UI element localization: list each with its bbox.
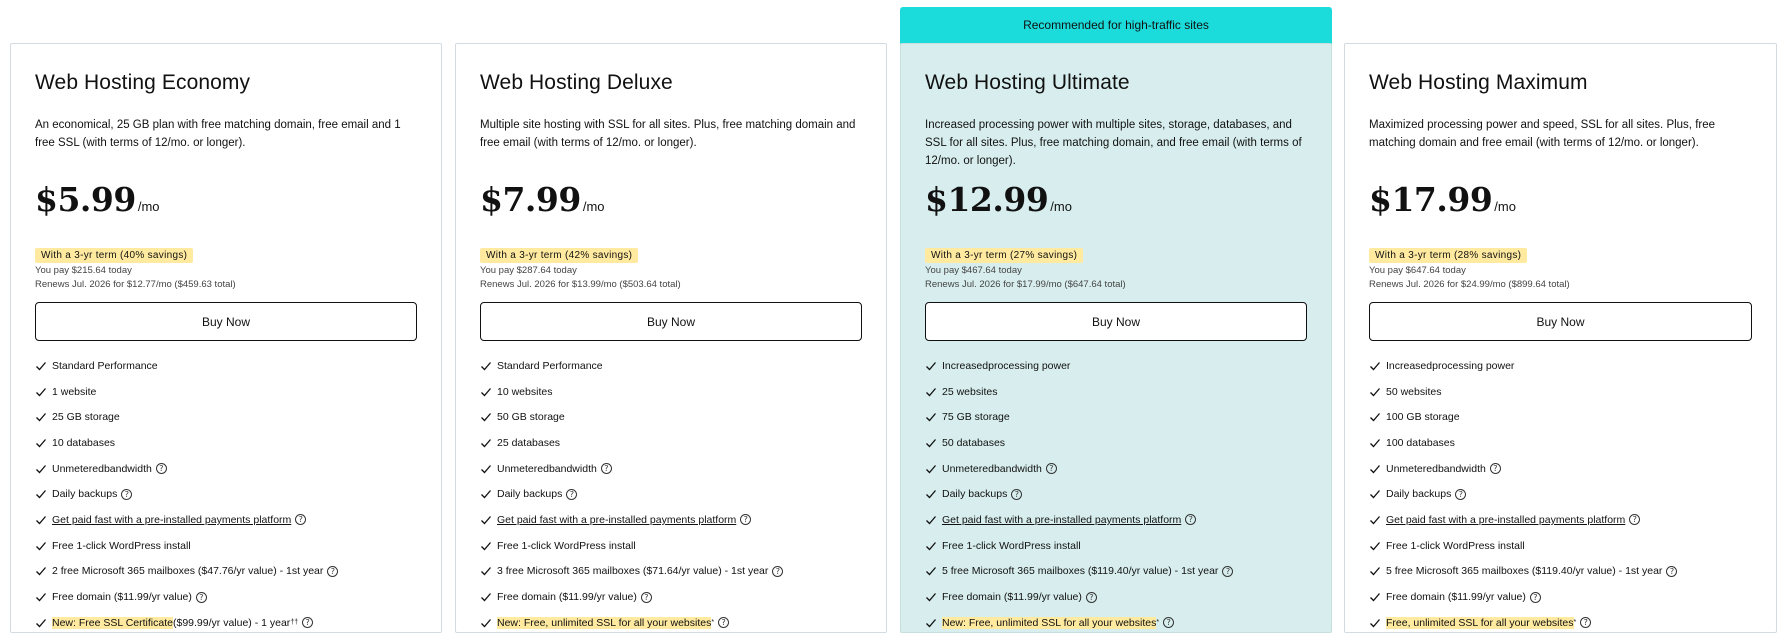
info-icon[interactable]: ?: [1185, 514, 1196, 525]
check-icon: [1369, 514, 1381, 526]
feature-mailboxes: [1369, 559, 1752, 585]
plan-description: Maximized processing power and speed, SSL for all sites. Plus, free matching domain and free email (with terms of 12/mo. or longer).: [1369, 119, 1716, 149]
feature-text: Free 1-click WordPress install: [497, 539, 636, 552]
check-icon: [1369, 437, 1381, 449]
feature-text: Free domain ($11.99/yr value): [497, 591, 637, 604]
pay-today-text: You pay $287.64 today: [480, 265, 577, 276]
info-icon[interactable]: ?: [772, 566, 783, 577]
check-icon: [35, 617, 47, 629]
renewal-text: Renews Jul. 2026 for $17.99/mo ($647.64 total): [925, 279, 1126, 290]
check-icon: [480, 360, 492, 372]
feature-bandwidth: [925, 456, 1307, 482]
check-icon: [925, 565, 937, 577]
feature-websites: [480, 379, 862, 405]
info-icon[interactable]: ?: [1490, 463, 1501, 474]
price: $5.99: [35, 180, 136, 219]
plan-description: Increased processing power with multiple sites, storage, databases, and SSL for all sites. Plus, free matching domain, and free email (with terms of 12/mo. or longer).: [925, 119, 1302, 167]
check-icon: [480, 488, 492, 500]
renewal-text: Renews Jul. 2026 for $13.99/mo ($503.64 total): [480, 279, 681, 290]
check-icon: [35, 411, 47, 423]
info-icon[interactable]: ?: [740, 514, 751, 525]
feature-text: Daily backups: [52, 488, 118, 501]
price-period: /mo: [1050, 199, 1072, 214]
feature-text: 25 GB storage: [52, 411, 120, 424]
feature-text: 50 databases: [942, 436, 1006, 449]
check-icon: [35, 386, 47, 398]
feature-text-bold: Increased: [942, 359, 989, 372]
check-icon: [925, 514, 937, 526]
price-row: [1369, 180, 1752, 232]
check-icon: [1369, 386, 1381, 398]
feature-payments: [35, 507, 417, 533]
check-icon: [480, 565, 492, 577]
feature-databases: [480, 430, 862, 456]
price-row: [35, 180, 417, 232]
feature-text: bandwidth: [103, 462, 152, 475]
feature-databases: [925, 430, 1307, 456]
feature-domain: [480, 584, 862, 610]
savings-badge: With a 3-yr term (40% savings): [35, 248, 193, 263]
check-icon: [925, 488, 937, 500]
feature-ssl: [1369, 610, 1752, 636]
check-icon: [480, 463, 492, 475]
feature-list: [925, 353, 1307, 636]
pay-today-text: You pay $467.64 today: [925, 265, 1022, 276]
info-icon[interactable]: ?: [1163, 617, 1174, 628]
price: $7.99: [480, 180, 581, 219]
feature-list: [35, 353, 417, 636]
payments-link[interactable]: Get paid fast with a pre-installed payments platform: [942, 513, 1182, 526]
feature-text-bold: Increased: [1386, 359, 1433, 372]
check-icon: [35, 514, 47, 526]
check-icon: [1369, 617, 1381, 629]
check-icon: [480, 386, 492, 398]
plan-title: Web Hosting Maximum: [1369, 71, 1588, 94]
feature-text: 10 websites: [497, 385, 553, 398]
feature-ssl: [925, 610, 1307, 636]
feature-text: Free domain ($11.99/yr value): [942, 591, 1082, 604]
feature-text: 100 GB storage: [1386, 411, 1460, 424]
feature-backups: [35, 481, 417, 507]
feature-storage: [925, 404, 1307, 430]
feature-storage: [480, 404, 862, 430]
plan-title: Web Hosting Deluxe: [480, 71, 673, 94]
feature-text: ($99.99/yr value) - 1 year: [173, 616, 291, 629]
feature-ssl: [480, 610, 862, 636]
info-icon[interactable]: ?: [566, 489, 577, 500]
plan-card-web-hosting-maximum: [1344, 43, 1777, 633]
feature-websites: [925, 379, 1307, 405]
feature-bandwidth: [1369, 456, 1752, 482]
info-icon[interactable]: ?: [1222, 566, 1233, 577]
plan-card-web-hosting-deluxe: [455, 43, 887, 633]
payments-link[interactable]: Get paid fast with a pre-installed payments platform: [497, 513, 737, 526]
feature-ssl: [35, 610, 417, 636]
feature-bandwidth: [480, 456, 862, 482]
ssl-highlight: New: Free, unlimited SSL for all your websites: [942, 616, 1157, 629]
check-icon: [480, 411, 492, 423]
check-icon: [925, 617, 937, 629]
feature-text: Free 1-click WordPress install: [1386, 539, 1525, 552]
buy-now-button[interactable]: Buy Now: [925, 302, 1307, 341]
pay-today-text: You pay $647.64 today: [1369, 265, 1466, 276]
buy-now-button[interactable]: Buy Now: [35, 302, 417, 341]
feature-text: processing power: [1432, 359, 1515, 372]
feature-text: Free domain ($11.99/yr value): [52, 591, 192, 604]
price-period: /mo: [137, 199, 160, 214]
info-icon[interactable]: ?: [1011, 489, 1022, 500]
price-period: /mo: [1494, 199, 1516, 214]
feature-text: 5 free Microsoft 365 mailboxes ($119.40/yr value) - 1st year: [1386, 565, 1663, 578]
feature-text-bold: Unmetered: [497, 462, 549, 475]
check-icon: [480, 617, 492, 629]
feature-performance: [1369, 353, 1752, 379]
info-icon[interactable]: ?: [1455, 489, 1466, 500]
plan-title: Web Hosting Ultimate: [925, 71, 1130, 94]
footnote-mark: *: [711, 619, 715, 627]
feature-websites: [35, 379, 417, 405]
feature-storage: [1369, 404, 1752, 430]
info-icon[interactable]: ?: [1629, 514, 1640, 525]
feature-text: processing power: [988, 359, 1071, 372]
feature-wordpress: [925, 533, 1307, 559]
footnote-mark: *: [1156, 619, 1160, 627]
info-icon[interactable]: ?: [1580, 617, 1591, 628]
feature-backups: [1369, 481, 1752, 507]
info-icon[interactable]: ?: [1530, 592, 1541, 603]
payments-link[interactable]: Get paid fast with a pre-installed payments platform: [1386, 513, 1626, 526]
feature-text: Free domain ($11.99/yr value): [1386, 591, 1526, 604]
feature-text: Standard Performance: [497, 359, 603, 372]
info-icon[interactable]: ?: [1046, 463, 1057, 474]
feature-storage: [35, 404, 417, 430]
info-icon[interactable]: ?: [196, 592, 207, 603]
check-icon: [1369, 488, 1381, 500]
feature-wordpress: [1369, 533, 1752, 559]
feature-text: Free 1-click WordPress install: [52, 539, 191, 552]
feature-payments: [925, 507, 1307, 533]
buy-now-button[interactable]: Buy Now: [480, 302, 862, 341]
price-period: /mo: [582, 199, 605, 214]
price: $12.99: [925, 180, 1049, 219]
check-icon: [35, 463, 47, 475]
check-icon: [925, 540, 937, 552]
feature-performance: [480, 353, 862, 379]
renewal-text: Renews Jul. 2026 for $24.99/mo ($899.64 total): [1369, 279, 1570, 290]
feature-text: bandwidth: [993, 462, 1042, 475]
feature-text: 10 databases: [52, 436, 116, 449]
feature-text: 25 databases: [497, 436, 561, 449]
feature-text: 5 free Microsoft 365 mailboxes ($119.40/yr value) - 1st year: [942, 565, 1219, 578]
info-icon[interactable]: ?: [641, 592, 652, 603]
check-icon: [1369, 591, 1381, 603]
price: $17.99: [1369, 180, 1493, 219]
check-icon: [35, 488, 47, 500]
feature-text: Standard Performance: [52, 359, 158, 372]
ssl-highlight: Free, unlimited SSL for all your websites: [1386, 616, 1574, 629]
price-row: [480, 180, 862, 232]
check-icon: [1369, 540, 1381, 552]
check-icon: [480, 514, 492, 526]
feature-domain: [35, 584, 417, 610]
check-icon: [35, 540, 47, 552]
feature-text: 100 databases: [1386, 436, 1455, 449]
price-row: [925, 180, 1307, 232]
feature-performance: [925, 353, 1307, 379]
plan-description: An economical, 25 GB plan with free matching domain, free email and 1 free SSL (with terms of 12/mo. or longer).: [35, 119, 401, 149]
feature-wordpress: [35, 533, 417, 559]
feature-mailboxes: [35, 559, 417, 585]
feature-text: Daily backups: [1386, 488, 1452, 501]
feature-text-bold: Unmetered: [52, 462, 104, 475]
plan-title: Web Hosting Economy: [35, 71, 251, 94]
feature-text: 75 GB storage: [942, 411, 1010, 424]
check-icon: [1369, 411, 1381, 423]
plan-description: Multiple site hosting with SSL for all sites. Plus, free matching domain and free email (with terms of 12/mo. or longer).: [480, 119, 856, 149]
feature-text: Daily backups: [497, 488, 563, 501]
info-icon[interactable]: ?: [302, 617, 313, 628]
feature-text: 3 free Microsoft 365 mailboxes ($71.64/yr value) - 1st year: [497, 565, 769, 578]
check-icon: [35, 591, 47, 603]
check-icon: [35, 565, 47, 577]
check-icon: [925, 463, 937, 475]
feature-text: 25 websites: [942, 385, 998, 398]
ssl-highlight: New: Free SSL Certificate: [52, 616, 173, 629]
feature-databases: [35, 430, 417, 456]
savings-badge: With a 3-yr term (28% savings): [1369, 248, 1527, 263]
feature-text: 50 GB storage: [497, 411, 565, 424]
feature-databases: [1369, 430, 1752, 456]
feature-text: 50 websites: [1386, 385, 1442, 398]
feature-mailboxes: [925, 559, 1307, 585]
feature-list: [480, 353, 862, 636]
renewal-text: Renews Jul. 2026 for $12.77/mo ($459.63 total): [35, 279, 236, 290]
feature-domain: [1369, 584, 1752, 610]
feature-backups: [925, 481, 1307, 507]
savings-badge: With a 3-yr term (42% savings): [480, 248, 638, 263]
feature-performance: [35, 353, 417, 379]
recommended-banner: Recommended for high-traffic sites: [900, 7, 1332, 44]
pay-today-text: You pay $215.64 today: [35, 265, 132, 276]
feature-bandwidth: [35, 456, 417, 482]
feature-text: 2 free Microsoft 365 mailboxes ($47.76/yr value) - 1st year: [52, 565, 324, 578]
savings-badge: With a 3-yr term (27% savings): [925, 248, 1083, 263]
feature-text: Free 1-click WordPress install: [942, 539, 1081, 552]
check-icon: [1369, 565, 1381, 577]
check-icon: [35, 437, 47, 449]
check-icon: [1369, 360, 1381, 372]
info-icon[interactable]: ?: [121, 489, 132, 500]
payments-link[interactable]: Get paid fast with a pre-installed payments platform: [52, 513, 292, 526]
info-icon[interactable]: ?: [295, 514, 306, 525]
feature-text-bold: Unmetered: [1386, 462, 1438, 475]
info-icon[interactable]: ?: [156, 463, 167, 474]
ssl-highlight: New: Free, unlimited SSL for all your websites: [497, 616, 712, 629]
feature-domain: [925, 584, 1307, 610]
check-icon: [480, 591, 492, 603]
plan-card-web-hosting-economy: [10, 43, 442, 633]
footnote-mark: *: [1573, 619, 1577, 627]
plan-card-web-hosting-ultimate: [900, 43, 1332, 633]
feature-mailboxes: [480, 559, 862, 585]
check-icon: [925, 437, 937, 449]
feature-text-bold: Unmetered: [942, 462, 994, 475]
feature-websites: [1369, 379, 1752, 405]
feature-text: bandwidth: [548, 462, 597, 475]
footnote-mark: ††: [290, 619, 299, 627]
check-icon: [480, 540, 492, 552]
feature-text: bandwidth: [1437, 462, 1486, 475]
feature-payments: [480, 507, 862, 533]
info-icon[interactable]: ?: [1666, 566, 1677, 577]
check-icon: [1369, 463, 1381, 475]
feature-payments: [1369, 507, 1752, 533]
info-icon[interactable]: ?: [327, 566, 338, 577]
feature-text: Daily backups: [942, 488, 1008, 501]
info-icon[interactable]: ?: [601, 463, 612, 474]
check-icon: [925, 386, 937, 398]
feature-text: 1 website: [52, 385, 97, 398]
info-icon[interactable]: ?: [718, 617, 729, 628]
feature-backups: [480, 481, 862, 507]
check-icon: [925, 591, 937, 603]
info-icon[interactable]: ?: [1086, 592, 1097, 603]
feature-wordpress: [480, 533, 862, 559]
buy-now-button[interactable]: Buy Now: [1369, 302, 1752, 341]
check-icon: [35, 360, 47, 372]
check-icon: [480, 437, 492, 449]
check-icon: [925, 360, 937, 372]
feature-list: [1369, 353, 1752, 636]
check-icon: [925, 411, 937, 423]
